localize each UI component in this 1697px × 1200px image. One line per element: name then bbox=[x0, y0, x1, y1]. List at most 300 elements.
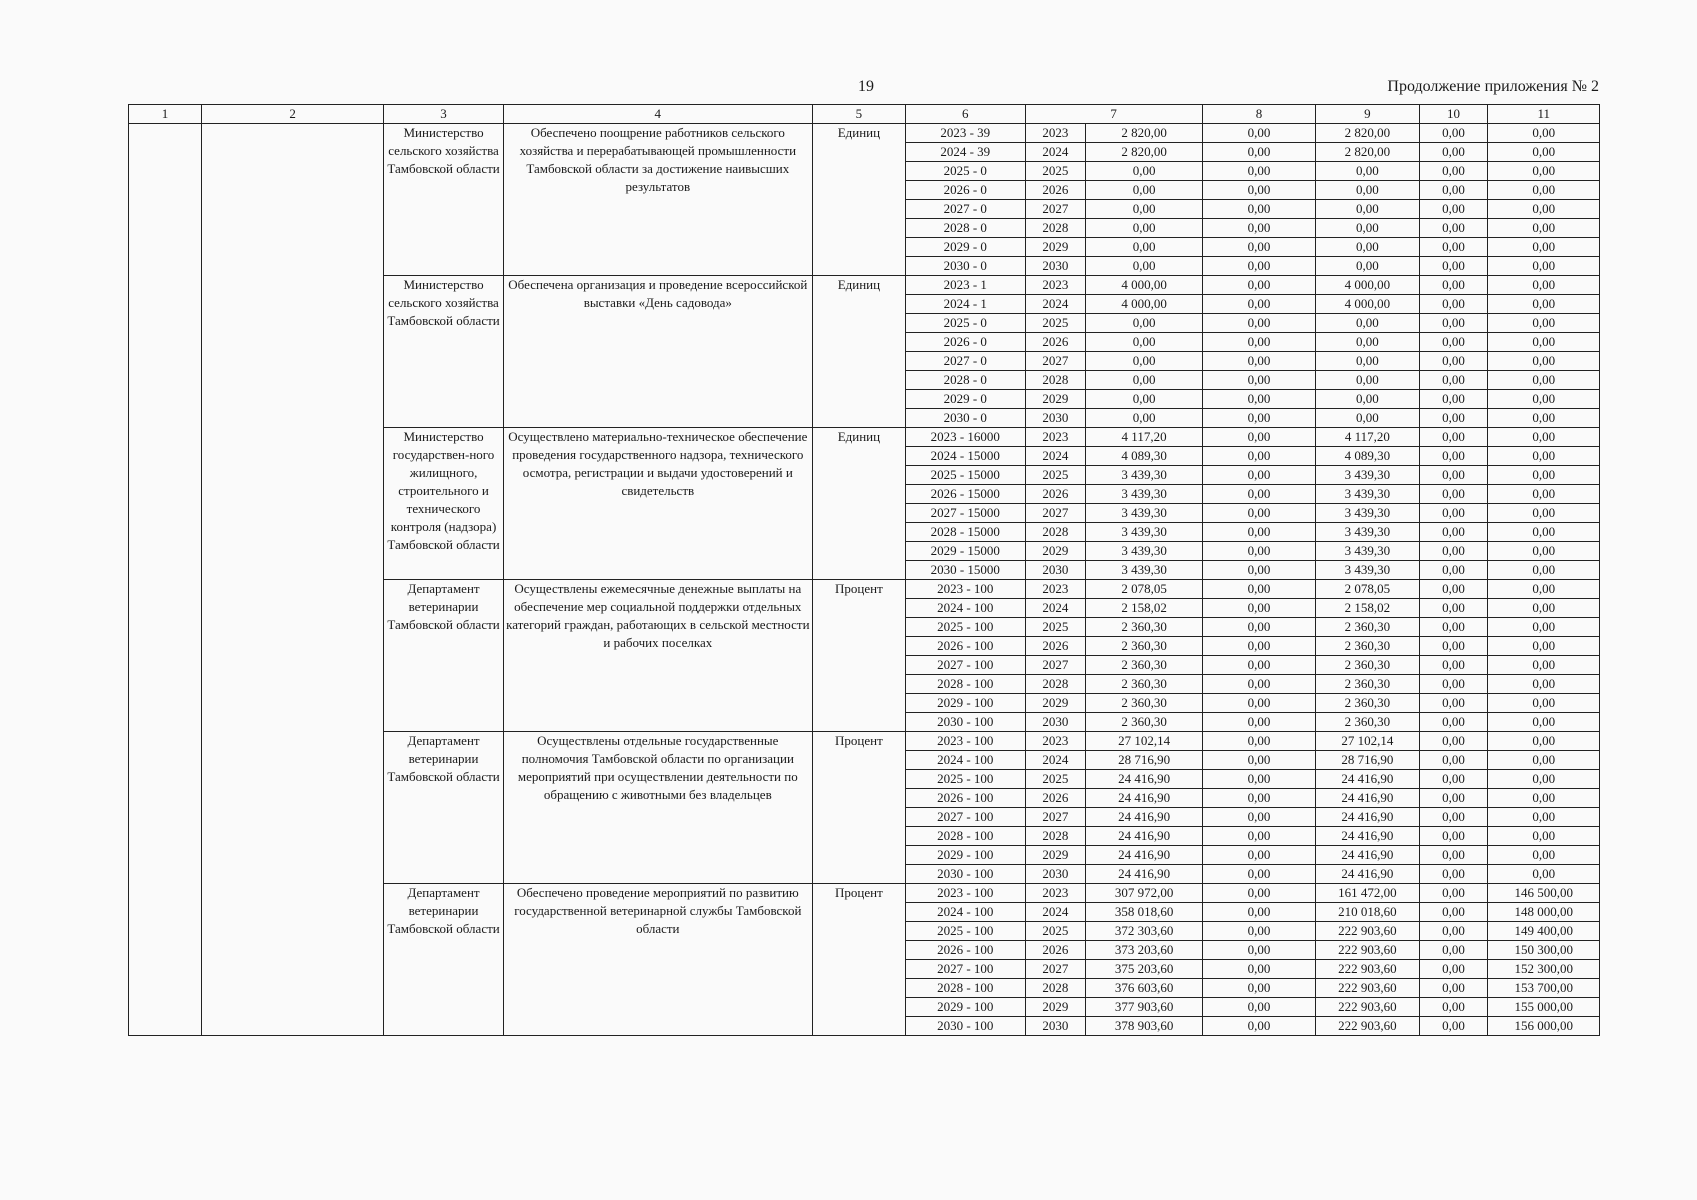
local-amount: 0,00 bbox=[1419, 998, 1488, 1017]
table-body bbox=[129, 124, 1600, 1036]
regional-amount: 222 903,60 bbox=[1316, 979, 1419, 998]
total-amount: 2 360,30 bbox=[1086, 675, 1203, 694]
regional-amount: 0,00 bbox=[1316, 314, 1419, 333]
year: 2025 bbox=[1025, 618, 1086, 637]
other-amount: 153 700,00 bbox=[1488, 979, 1600, 998]
total-amount: 2 820,00 bbox=[1086, 143, 1203, 162]
other-amount: 0,00 bbox=[1488, 371, 1600, 390]
federal-amount: 0,00 bbox=[1202, 884, 1315, 903]
other-amount: 150 300,00 bbox=[1488, 941, 1600, 960]
local-amount: 0,00 bbox=[1419, 466, 1488, 485]
target-value: 2026 - 100 bbox=[906, 941, 1026, 960]
regional-amount: 210 018,60 bbox=[1316, 903, 1419, 922]
column-header-3: 3 bbox=[384, 105, 504, 124]
column-header-1: 1 bbox=[129, 105, 202, 124]
target-value: 2023 - 100 bbox=[906, 732, 1026, 751]
other-amount: 0,00 bbox=[1488, 637, 1600, 656]
total-amount: 2 360,30 bbox=[1086, 656, 1203, 675]
local-amount: 0,00 bbox=[1419, 846, 1488, 865]
total-amount: 0,00 bbox=[1086, 371, 1203, 390]
column-header-8: 8 bbox=[1202, 105, 1315, 124]
other-amount: 0,00 bbox=[1488, 409, 1600, 428]
total-amount: 0,00 bbox=[1086, 333, 1203, 352]
year: 2026 bbox=[1025, 181, 1086, 200]
local-amount: 0,00 bbox=[1419, 181, 1488, 200]
total-amount: 375 203,60 bbox=[1086, 960, 1203, 979]
column-header-11: 11 bbox=[1488, 105, 1600, 124]
result-description: Обеспечена организация и проведение всероссийской выставки «День садовода» bbox=[503, 276, 812, 428]
regional-amount: 3 439,30 bbox=[1316, 504, 1419, 523]
other-amount: 0,00 bbox=[1488, 675, 1600, 694]
federal-amount: 0,00 bbox=[1202, 561, 1315, 580]
federal-amount: 0,00 bbox=[1202, 751, 1315, 770]
year: 2030 bbox=[1025, 865, 1086, 884]
other-amount: 0,00 bbox=[1488, 219, 1600, 238]
year: 2023 bbox=[1025, 428, 1086, 447]
year: 2026 bbox=[1025, 637, 1086, 656]
other-amount: 0,00 bbox=[1488, 295, 1600, 314]
other-amount: 0,00 bbox=[1488, 770, 1600, 789]
federal-amount: 0,00 bbox=[1202, 998, 1315, 1017]
local-amount: 0,00 bbox=[1419, 352, 1488, 371]
total-amount: 2 820,00 bbox=[1086, 124, 1203, 143]
local-amount: 0,00 bbox=[1419, 580, 1488, 599]
responsible-org: Министерство государствен-ного жилищного, строительного и технического контроля (надзора) Тамбовской области bbox=[384, 428, 504, 580]
federal-amount: 0,00 bbox=[1202, 181, 1315, 200]
local-amount: 0,00 bbox=[1419, 884, 1488, 903]
year: 2028 bbox=[1025, 979, 1086, 998]
other-amount: 0,00 bbox=[1488, 694, 1600, 713]
local-amount: 0,00 bbox=[1419, 238, 1488, 257]
total-amount: 0,00 bbox=[1086, 219, 1203, 238]
target-value: 2029 - 15000 bbox=[906, 542, 1026, 561]
table-row bbox=[129, 124, 1600, 143]
col2-empty-cell bbox=[201, 124, 383, 1036]
year: 2025 bbox=[1025, 922, 1086, 941]
federal-amount: 0,00 bbox=[1202, 960, 1315, 979]
total-amount: 3 439,30 bbox=[1086, 504, 1203, 523]
target-value: 2029 - 0 bbox=[906, 390, 1026, 409]
regional-amount: 3 439,30 bbox=[1316, 485, 1419, 504]
local-amount: 0,00 bbox=[1419, 618, 1488, 637]
federal-amount: 0,00 bbox=[1202, 428, 1315, 447]
regional-amount: 28 716,90 bbox=[1316, 751, 1419, 770]
total-amount: 24 416,90 bbox=[1086, 808, 1203, 827]
local-amount: 0,00 bbox=[1419, 409, 1488, 428]
target-value: 2027 - 100 bbox=[906, 808, 1026, 827]
federal-amount: 0,00 bbox=[1202, 732, 1315, 751]
total-amount: 2 360,30 bbox=[1086, 618, 1203, 637]
local-amount: 0,00 bbox=[1419, 295, 1488, 314]
target-value: 2026 - 15000 bbox=[906, 485, 1026, 504]
year: 2026 bbox=[1025, 789, 1086, 808]
local-amount: 0,00 bbox=[1419, 428, 1488, 447]
federal-amount: 0,00 bbox=[1202, 599, 1315, 618]
local-amount: 0,00 bbox=[1419, 808, 1488, 827]
total-amount: 358 018,60 bbox=[1086, 903, 1203, 922]
regional-amount: 24 416,90 bbox=[1316, 827, 1419, 846]
regional-amount: 4 089,30 bbox=[1316, 447, 1419, 466]
year: 2028 bbox=[1025, 523, 1086, 542]
local-amount: 0,00 bbox=[1419, 865, 1488, 884]
local-amount: 0,00 bbox=[1419, 599, 1488, 618]
local-amount: 0,00 bbox=[1419, 732, 1488, 751]
federal-amount: 0,00 bbox=[1202, 504, 1315, 523]
target-value: 2025 - 100 bbox=[906, 770, 1026, 789]
target-value: 2027 - 0 bbox=[906, 200, 1026, 219]
total-amount: 4 000,00 bbox=[1086, 276, 1203, 295]
responsible-org: Министерство сельского хозяйства Тамбовской области bbox=[384, 124, 504, 276]
federal-amount: 0,00 bbox=[1202, 314, 1315, 333]
local-amount: 0,00 bbox=[1419, 485, 1488, 504]
year: 2030 bbox=[1025, 713, 1086, 732]
year: 2029 bbox=[1025, 998, 1086, 1017]
local-amount: 0,00 bbox=[1419, 694, 1488, 713]
total-amount: 376 603,60 bbox=[1086, 979, 1203, 998]
other-amount: 0,00 bbox=[1488, 162, 1600, 181]
unit-of-measure: Процент bbox=[812, 732, 905, 884]
total-amount: 0,00 bbox=[1086, 390, 1203, 409]
other-amount: 0,00 bbox=[1488, 257, 1600, 276]
responsible-org: Департамент ветеринарии Тамбовской области bbox=[384, 732, 504, 884]
regional-amount: 0,00 bbox=[1316, 409, 1419, 428]
other-amount: 0,00 bbox=[1488, 846, 1600, 865]
column-number-row bbox=[129, 105, 1600, 124]
regional-amount: 0,00 bbox=[1316, 238, 1419, 257]
federal-amount: 0,00 bbox=[1202, 162, 1315, 181]
local-amount: 0,00 bbox=[1419, 314, 1488, 333]
federal-amount: 0,00 bbox=[1202, 485, 1315, 504]
total-amount: 0,00 bbox=[1086, 352, 1203, 371]
regional-amount: 24 416,90 bbox=[1316, 846, 1419, 865]
regional-amount: 0,00 bbox=[1316, 162, 1419, 181]
other-amount: 148 000,00 bbox=[1488, 903, 1600, 922]
regional-amount: 2 360,30 bbox=[1316, 713, 1419, 732]
unit-of-measure: Процент bbox=[812, 884, 905, 1036]
other-amount: 0,00 bbox=[1488, 732, 1600, 751]
federal-amount: 0,00 bbox=[1202, 257, 1315, 276]
federal-amount: 0,00 bbox=[1202, 1017, 1315, 1036]
total-amount: 0,00 bbox=[1086, 257, 1203, 276]
regional-amount: 2 820,00 bbox=[1316, 143, 1419, 162]
target-value: 2026 - 0 bbox=[906, 181, 1026, 200]
federal-amount: 0,00 bbox=[1202, 523, 1315, 542]
target-value: 2028 - 100 bbox=[906, 827, 1026, 846]
target-value: 2030 - 0 bbox=[906, 257, 1026, 276]
column-header-7: 7 bbox=[1025, 105, 1202, 124]
local-amount: 0,00 bbox=[1419, 922, 1488, 941]
regional-amount: 0,00 bbox=[1316, 390, 1419, 409]
federal-amount: 0,00 bbox=[1202, 789, 1315, 808]
year: 2030 bbox=[1025, 409, 1086, 428]
total-amount: 0,00 bbox=[1086, 162, 1203, 181]
total-amount: 24 416,90 bbox=[1086, 846, 1203, 865]
total-amount: 4 117,20 bbox=[1086, 428, 1203, 447]
column-header-6: 6 bbox=[906, 105, 1026, 124]
other-amount: 0,00 bbox=[1488, 865, 1600, 884]
regional-amount: 4 000,00 bbox=[1316, 295, 1419, 314]
regional-amount: 0,00 bbox=[1316, 371, 1419, 390]
federal-amount: 0,00 bbox=[1202, 542, 1315, 561]
total-amount: 27 102,14 bbox=[1086, 732, 1203, 751]
target-value: 2029 - 100 bbox=[906, 694, 1026, 713]
target-value: 2024 - 1 bbox=[906, 295, 1026, 314]
responsible-org: Министерство сельского хозяйства Тамбовской области bbox=[384, 276, 504, 428]
total-amount: 372 303,60 bbox=[1086, 922, 1203, 941]
year: 2024 bbox=[1025, 447, 1086, 466]
target-value: 2023 - 1 bbox=[906, 276, 1026, 295]
responsible-org: Департамент ветеринарии Тамбовской области bbox=[384, 884, 504, 1036]
regional-amount: 2 360,30 bbox=[1316, 618, 1419, 637]
col1-empty-cell bbox=[129, 124, 202, 1036]
target-value: 2028 - 0 bbox=[906, 371, 1026, 390]
year: 2025 bbox=[1025, 162, 1086, 181]
target-value: 2023 - 39 bbox=[906, 124, 1026, 143]
federal-amount: 0,00 bbox=[1202, 333, 1315, 352]
year: 2029 bbox=[1025, 390, 1086, 409]
other-amount: 0,00 bbox=[1488, 542, 1600, 561]
total-amount: 2 360,30 bbox=[1086, 637, 1203, 656]
other-amount: 0,00 bbox=[1488, 504, 1600, 523]
total-amount: 2 360,30 bbox=[1086, 694, 1203, 713]
other-amount: 0,00 bbox=[1488, 428, 1600, 447]
other-amount: 0,00 bbox=[1488, 238, 1600, 257]
year: 2026 bbox=[1025, 485, 1086, 504]
regional-amount: 0,00 bbox=[1316, 219, 1419, 238]
result-description: Осуществлено материально-техническое обеспечение проведения государственного надзора, технического осмотра, регистрации и выдачи удостоверений и свидетельств bbox=[503, 428, 812, 580]
federal-amount: 0,00 bbox=[1202, 447, 1315, 466]
year: 2030 bbox=[1025, 1017, 1086, 1036]
page-number: 19 bbox=[858, 78, 874, 95]
other-amount: 156 000,00 bbox=[1488, 1017, 1600, 1036]
target-value: 2026 - 100 bbox=[906, 637, 1026, 656]
total-amount: 0,00 bbox=[1086, 409, 1203, 428]
total-amount: 24 416,90 bbox=[1086, 770, 1203, 789]
local-amount: 0,00 bbox=[1419, 257, 1488, 276]
other-amount: 0,00 bbox=[1488, 561, 1600, 580]
target-value: 2025 - 0 bbox=[906, 162, 1026, 181]
local-amount: 0,00 bbox=[1419, 200, 1488, 219]
other-amount: 0,00 bbox=[1488, 827, 1600, 846]
result-description: Обеспечено поощрение работников сельского хозяйства и перерабатывающей промышленности Тамбовской области за достижение наивысших результатов bbox=[503, 124, 812, 276]
federal-amount: 0,00 bbox=[1202, 219, 1315, 238]
regional-amount: 4 117,20 bbox=[1316, 428, 1419, 447]
column-header-2: 2 bbox=[201, 105, 383, 124]
local-amount: 0,00 bbox=[1419, 162, 1488, 181]
regional-amount: 222 903,60 bbox=[1316, 998, 1419, 1017]
total-amount: 307 972,00 bbox=[1086, 884, 1203, 903]
year: 2028 bbox=[1025, 219, 1086, 238]
other-amount: 0,00 bbox=[1488, 523, 1600, 542]
column-header-5: 5 bbox=[812, 105, 905, 124]
regional-amount: 27 102,14 bbox=[1316, 732, 1419, 751]
result-description: Обеспечено проведение мероприятий по развитию государственной ветеринарной службы Тамбовской области bbox=[503, 884, 812, 1036]
regional-amount: 24 416,90 bbox=[1316, 789, 1419, 808]
year: 2023 bbox=[1025, 884, 1086, 903]
federal-amount: 0,00 bbox=[1202, 941, 1315, 960]
federal-amount: 0,00 bbox=[1202, 656, 1315, 675]
federal-amount: 0,00 bbox=[1202, 390, 1315, 409]
target-value: 2029 - 100 bbox=[906, 998, 1026, 1017]
regional-amount: 0,00 bbox=[1316, 200, 1419, 219]
year: 2030 bbox=[1025, 561, 1086, 580]
federal-amount: 0,00 bbox=[1202, 922, 1315, 941]
local-amount: 0,00 bbox=[1419, 656, 1488, 675]
local-amount: 0,00 bbox=[1419, 770, 1488, 789]
federal-amount: 0,00 bbox=[1202, 352, 1315, 371]
federal-amount: 0,00 bbox=[1202, 618, 1315, 637]
other-amount: 0,00 bbox=[1488, 656, 1600, 675]
target-value: 2029 - 100 bbox=[906, 846, 1026, 865]
other-amount: 0,00 bbox=[1488, 485, 1600, 504]
target-value: 2024 - 39 bbox=[906, 143, 1026, 162]
target-value: 2024 - 15000 bbox=[906, 447, 1026, 466]
local-amount: 0,00 bbox=[1419, 713, 1488, 732]
year: 2023 bbox=[1025, 732, 1086, 751]
other-amount: 0,00 bbox=[1488, 751, 1600, 770]
total-amount: 24 416,90 bbox=[1086, 789, 1203, 808]
regional-amount: 24 416,90 bbox=[1316, 770, 1419, 789]
result-description: Осуществлены отдельные государственные полномочия Тамбовской области по организации мероприятий при осуществлении деятельности по обращению с животными без владельцев bbox=[503, 732, 812, 884]
appendix-table bbox=[128, 104, 1600, 1036]
regional-amount: 3 439,30 bbox=[1316, 523, 1419, 542]
year: 2027 bbox=[1025, 352, 1086, 371]
local-amount: 0,00 bbox=[1419, 903, 1488, 922]
total-amount: 3 439,30 bbox=[1086, 523, 1203, 542]
target-value: 2030 - 100 bbox=[906, 1017, 1026, 1036]
federal-amount: 0,00 bbox=[1202, 143, 1315, 162]
year: 2024 bbox=[1025, 143, 1086, 162]
local-amount: 0,00 bbox=[1419, 219, 1488, 238]
regional-amount: 3 439,30 bbox=[1316, 466, 1419, 485]
target-value: 2024 - 100 bbox=[906, 599, 1026, 618]
other-amount: 149 400,00 bbox=[1488, 922, 1600, 941]
other-amount: 0,00 bbox=[1488, 390, 1600, 409]
target-value: 2024 - 100 bbox=[906, 903, 1026, 922]
other-amount: 0,00 bbox=[1488, 124, 1600, 143]
year: 2026 bbox=[1025, 333, 1086, 352]
regional-amount: 2 820,00 bbox=[1316, 124, 1419, 143]
target-value: 2023 - 16000 bbox=[906, 428, 1026, 447]
total-amount: 0,00 bbox=[1086, 181, 1203, 200]
federal-amount: 0,00 bbox=[1202, 865, 1315, 884]
regional-amount: 2 078,05 bbox=[1316, 580, 1419, 599]
continuation-label: Продолжение приложения № 2 bbox=[1387, 78, 1599, 95]
total-amount: 4 089,30 bbox=[1086, 447, 1203, 466]
other-amount: 0,00 bbox=[1488, 276, 1600, 295]
other-amount: 0,00 bbox=[1488, 466, 1600, 485]
other-amount: 0,00 bbox=[1488, 314, 1600, 333]
year: 2027 bbox=[1025, 504, 1086, 523]
total-amount: 0,00 bbox=[1086, 238, 1203, 257]
local-amount: 0,00 bbox=[1419, 390, 1488, 409]
total-amount: 0,00 bbox=[1086, 200, 1203, 219]
local-amount: 0,00 bbox=[1419, 276, 1488, 295]
target-value: 2023 - 100 bbox=[906, 580, 1026, 599]
local-amount: 0,00 bbox=[1419, 542, 1488, 561]
target-value: 2024 - 100 bbox=[906, 751, 1026, 770]
target-value: 2025 - 100 bbox=[906, 618, 1026, 637]
unit-of-measure: Единиц bbox=[812, 428, 905, 580]
other-amount: 0,00 bbox=[1488, 808, 1600, 827]
year: 2023 bbox=[1025, 276, 1086, 295]
responsible-org: Департамент ветеринарии Тамбовской области bbox=[384, 580, 504, 732]
local-amount: 0,00 bbox=[1419, 561, 1488, 580]
regional-amount: 222 903,60 bbox=[1316, 922, 1419, 941]
year: 2028 bbox=[1025, 827, 1086, 846]
local-amount: 0,00 bbox=[1419, 827, 1488, 846]
target-value: 2026 - 100 bbox=[906, 789, 1026, 808]
target-value: 2028 - 0 bbox=[906, 219, 1026, 238]
other-amount: 0,00 bbox=[1488, 618, 1600, 637]
year: 2027 bbox=[1025, 960, 1086, 979]
target-value: 2030 - 100 bbox=[906, 865, 1026, 884]
year: 2025 bbox=[1025, 466, 1086, 485]
year: 2024 bbox=[1025, 903, 1086, 922]
federal-amount: 0,00 bbox=[1202, 580, 1315, 599]
federal-amount: 0,00 bbox=[1202, 846, 1315, 865]
federal-amount: 0,00 bbox=[1202, 637, 1315, 656]
year: 2027 bbox=[1025, 808, 1086, 827]
federal-amount: 0,00 bbox=[1202, 827, 1315, 846]
year: 2027 bbox=[1025, 200, 1086, 219]
regional-amount: 0,00 bbox=[1316, 352, 1419, 371]
regional-amount: 2 158,02 bbox=[1316, 599, 1419, 618]
other-amount: 0,00 bbox=[1488, 333, 1600, 352]
local-amount: 0,00 bbox=[1419, 637, 1488, 656]
total-amount: 378 903,60 bbox=[1086, 1017, 1203, 1036]
year: 2023 bbox=[1025, 124, 1086, 143]
target-value: 2027 - 100 bbox=[906, 656, 1026, 675]
other-amount: 0,00 bbox=[1488, 713, 1600, 732]
unit-of-measure: Процент bbox=[812, 580, 905, 732]
regional-amount: 2 360,30 bbox=[1316, 675, 1419, 694]
local-amount: 0,00 bbox=[1419, 124, 1488, 143]
year: 2029 bbox=[1025, 846, 1086, 865]
target-value: 2027 - 0 bbox=[906, 352, 1026, 371]
regional-amount: 161 472,00 bbox=[1316, 884, 1419, 903]
federal-amount: 0,00 bbox=[1202, 979, 1315, 998]
column-header-10: 10 bbox=[1419, 105, 1488, 124]
regional-amount: 3 439,30 bbox=[1316, 542, 1419, 561]
regional-amount: 0,00 bbox=[1316, 257, 1419, 276]
year: 2030 bbox=[1025, 257, 1086, 276]
result-description: Осуществлены ежемесячные денежные выплаты на обеспечение мер социальной поддержки отдельных категорий граждан, работающих в сельской местности и рабочих поселках bbox=[503, 580, 812, 732]
other-amount: 0,00 bbox=[1488, 789, 1600, 808]
year: 2027 bbox=[1025, 656, 1086, 675]
year: 2029 bbox=[1025, 238, 1086, 257]
target-value: 2030 - 15000 bbox=[906, 561, 1026, 580]
local-amount: 0,00 bbox=[1419, 504, 1488, 523]
other-amount: 0,00 bbox=[1488, 447, 1600, 466]
column-header-4: 4 bbox=[503, 105, 812, 124]
local-amount: 0,00 bbox=[1419, 675, 1488, 694]
other-amount: 152 300,00 bbox=[1488, 960, 1600, 979]
other-amount: 0,00 bbox=[1488, 143, 1600, 162]
total-amount: 3 439,30 bbox=[1086, 466, 1203, 485]
regional-amount: 3 439,30 bbox=[1316, 561, 1419, 580]
local-amount: 0,00 bbox=[1419, 447, 1488, 466]
federal-amount: 0,00 bbox=[1202, 770, 1315, 789]
other-amount: 0,00 bbox=[1488, 580, 1600, 599]
unit-of-measure: Единиц bbox=[812, 124, 905, 276]
year: 2023 bbox=[1025, 580, 1086, 599]
regional-amount: 222 903,60 bbox=[1316, 941, 1419, 960]
regional-amount: 24 416,90 bbox=[1316, 808, 1419, 827]
other-amount: 0,00 bbox=[1488, 599, 1600, 618]
total-amount: 0,00 bbox=[1086, 314, 1203, 333]
regional-amount: 24 416,90 bbox=[1316, 865, 1419, 884]
